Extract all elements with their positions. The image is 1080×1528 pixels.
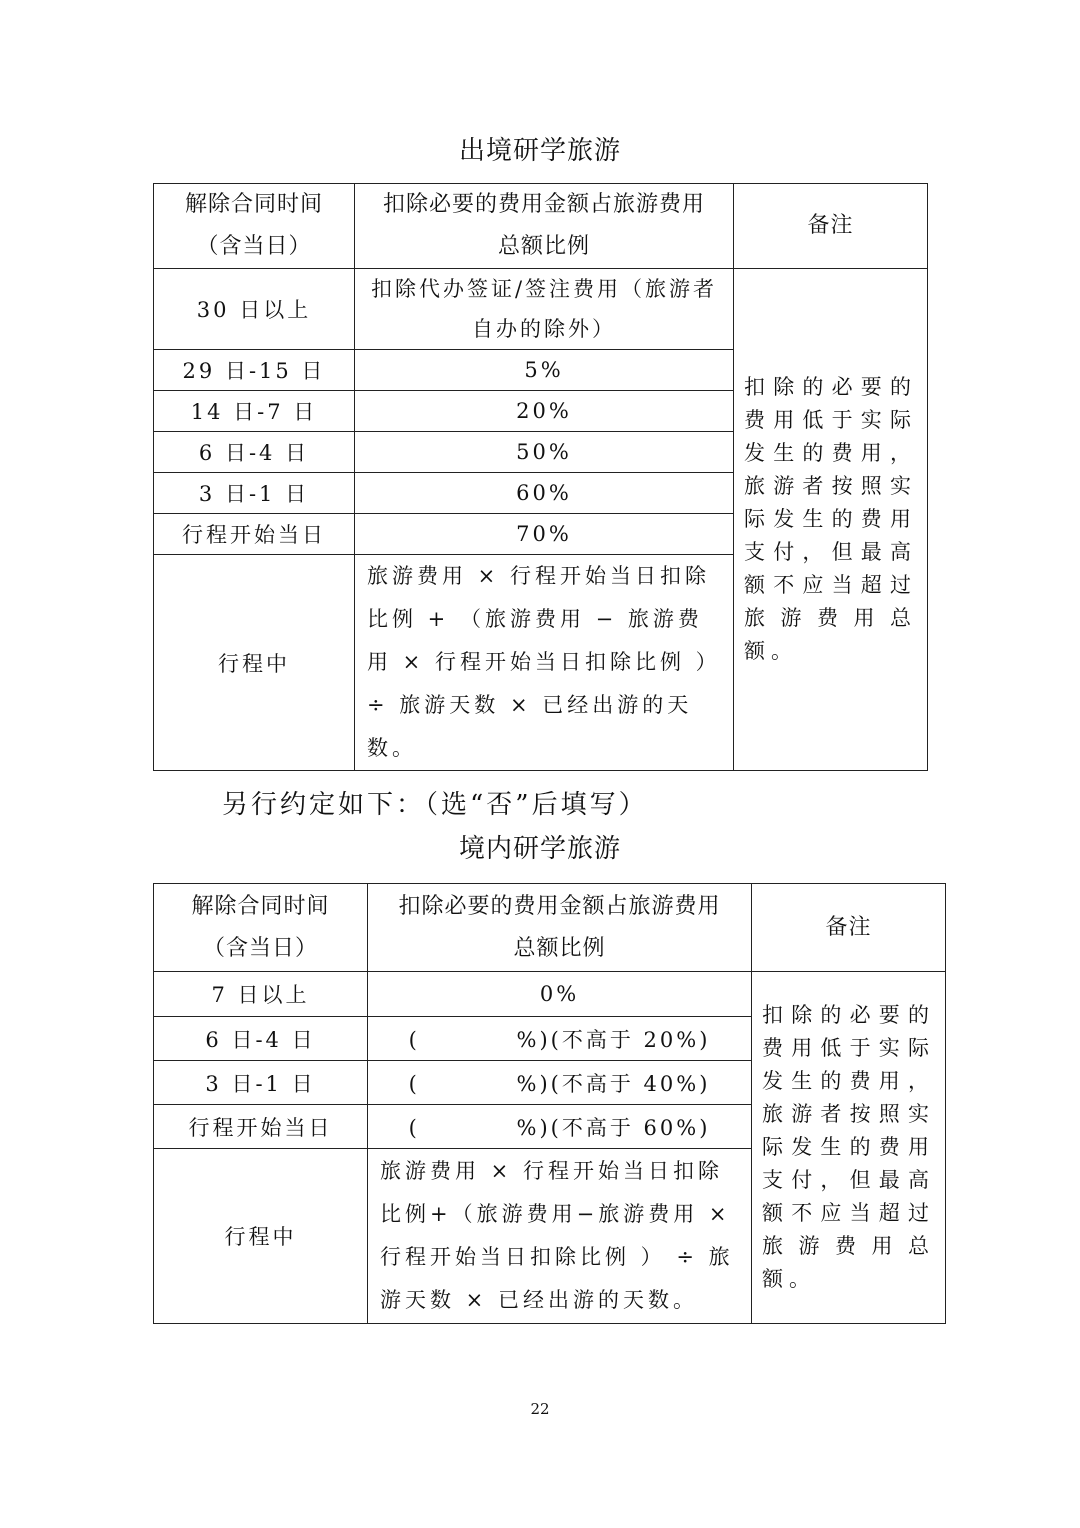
row-ratio: ( %)(不高于 60%) xyxy=(368,1105,752,1149)
row-time: 行程开始当日 xyxy=(154,514,355,555)
section1-title: 出境研学旅游 xyxy=(458,136,621,166)
row-time: 3 日-1 日 xyxy=(154,1061,368,1105)
row-ratio: ( %)(不高于 40%) xyxy=(368,1061,752,1105)
section2-title: 境内研学旅游 xyxy=(458,834,621,864)
row-time: 6 日-4 日 xyxy=(154,1017,368,1061)
row-ratio: 旅游费用 × 行程开始当日扣除比例 + （旅游费用 − 旅游费用 × 行程开始当日扣除比例 ） ÷ 旅游天数 × 已经出游的天数。 xyxy=(355,555,734,771)
header-note: 备注 xyxy=(734,184,928,269)
row-ratio: 50% xyxy=(355,432,734,473)
row-time: 3 日-1 日 xyxy=(154,473,355,514)
header-time: 解除合同时间 （含当日） xyxy=(154,184,355,269)
row-time: 29 日-15 日 xyxy=(154,350,355,391)
note-cell: 扣除的必要的费用低于实际发生的费用，旅游者按照实际发生的费用支付，但最高额不应当超过旅游费用总额。 xyxy=(734,269,928,771)
row-ratio: 70% xyxy=(355,514,734,555)
note-cell: 扣除的必要的费用低于实际发生的费用，旅游者按照实际发生的费用支付，但最高额不应当超过旅游费用总额。 xyxy=(752,972,946,1324)
header-ratio: 扣除必要的费用金额占旅游费用 总额比例 xyxy=(355,184,734,269)
row-ratio: ( %)(不高于 20%) xyxy=(368,1017,752,1061)
header-ratio: 扣除必要的费用金额占旅游费用 总额比例 xyxy=(368,884,752,972)
row-time: 行程中 xyxy=(154,555,355,771)
row-ratio: 旅游费用 × 行程开始当日扣除比例+（旅游费用−旅游费用 × 行程开始当日扣除比例 ） ÷ 旅游天数 × 已经出游的天数。 xyxy=(368,1149,752,1324)
row-time: 6 日-4 日 xyxy=(154,432,355,473)
row-ratio: 5% xyxy=(355,350,734,391)
row-ratio: 60% xyxy=(355,473,734,514)
row-time: 7 日以上 xyxy=(154,972,368,1017)
domestic-table xyxy=(153,883,946,1324)
row-ratio: 扣除代办签证/签注费用（旅游者 自办的除外） xyxy=(355,269,734,350)
outbound-table xyxy=(153,183,928,771)
row-time: 行程中 xyxy=(154,1149,368,1324)
row-time: 14 日-7 日 xyxy=(154,391,355,432)
page-number: 22 xyxy=(530,1400,550,1418)
other-agreement-text: 另行约定如下：（选“否”后填写） xyxy=(222,790,648,820)
header-note: 备注 xyxy=(752,884,946,972)
row-ratio: 0% xyxy=(368,972,752,1017)
row-time: 行程开始当日 xyxy=(154,1105,368,1149)
row-ratio: 20% xyxy=(355,391,734,432)
row-time: 30 日以上 xyxy=(154,269,355,350)
header-time: 解除合同时间 （含当日） xyxy=(154,884,368,972)
